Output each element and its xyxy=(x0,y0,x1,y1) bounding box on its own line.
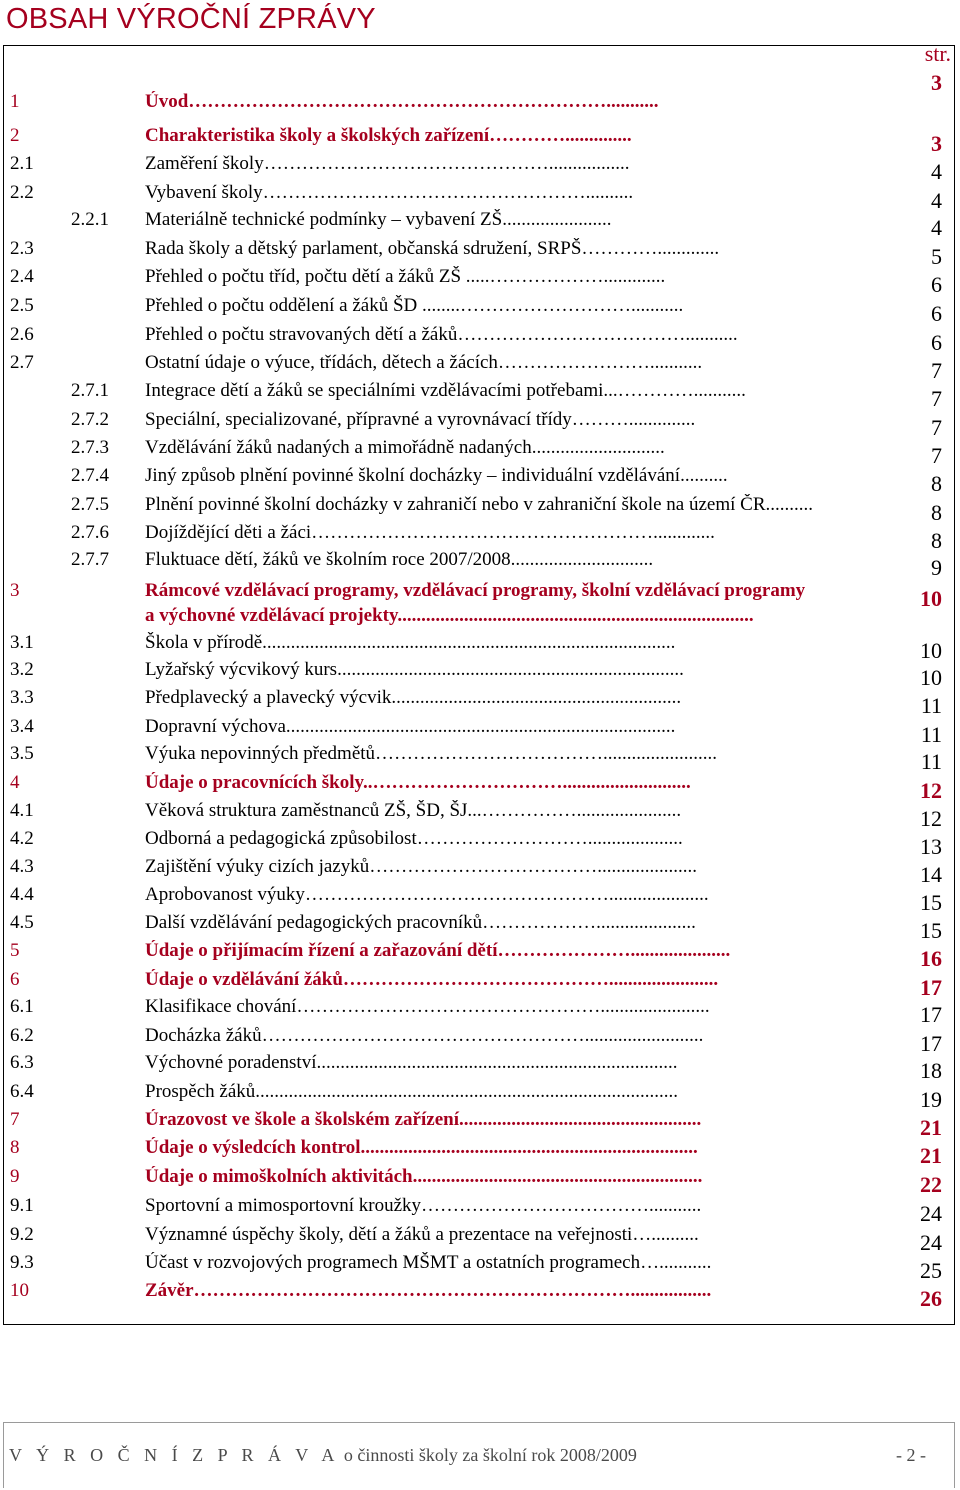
toc-number: 4.1 xyxy=(10,800,34,821)
toc-row[interactable] xyxy=(4,743,956,774)
toc-entry-text: Prospěch žáků......................................................................................... xyxy=(145,1081,679,1102)
toc-page-number: 18 xyxy=(920,1058,942,1083)
toc-number: 6.1 xyxy=(10,996,34,1017)
toc-entry-text: Údaje o výsledcích kontrol....................................................................... xyxy=(145,1137,698,1158)
toc-entry-text: Dopravní výchova.................................................................................. xyxy=(145,716,676,737)
toc-entry-text: Výuka nepovinných předmětů………………………………........................ xyxy=(145,743,718,764)
toc-row[interactable] xyxy=(4,884,956,915)
toc-entry-text: Přehled o počtu stravovaných dětí a žáků………………………………........... xyxy=(145,324,738,345)
toc-row[interactable] xyxy=(4,522,956,553)
toc-page-number: 11 xyxy=(920,722,942,747)
toc-page-number: 24 xyxy=(920,1230,942,1255)
toc-row[interactable] xyxy=(4,1195,956,1226)
toc-number: 2.5 xyxy=(10,295,34,316)
toc-page-number: 3 xyxy=(931,70,942,95)
toc-entry-text: Fluktuace dětí, žáků ve školním roce 2007/2008.............................. xyxy=(145,549,654,570)
toc-row[interactable] xyxy=(4,1280,956,1311)
toc-page-number: 17 xyxy=(920,1002,942,1027)
toc-number: 3.3 xyxy=(10,687,34,708)
toc-number: 6.4 xyxy=(10,1081,34,1102)
toc-entry-text: Charakteristika školy a školských zařízení………….............. xyxy=(145,125,632,146)
toc-entry-text: Rada školy a dětský parlament, občanská sdružení, SRPŠ…………............. xyxy=(145,238,720,259)
toc-entry-text: Jiný způsob plnění povinné školní docházky – individuální vzdělávání.......... xyxy=(145,465,728,486)
toc-row[interactable] xyxy=(4,1052,956,1083)
toc-number: 1 xyxy=(10,91,20,112)
toc-number: 2 xyxy=(10,125,20,146)
toc-row[interactable] xyxy=(4,1166,956,1197)
toc-page-number: 6 xyxy=(931,301,942,326)
toc-row[interactable] xyxy=(4,716,956,747)
toc-number: 3.4 xyxy=(10,716,34,737)
toc-number: 2.2.1 xyxy=(71,209,109,230)
toc-row[interactable] xyxy=(4,324,956,355)
toc-page-number: 19 xyxy=(920,1087,942,1112)
toc-number: 9 xyxy=(10,1166,20,1187)
toc-page-number: 7 xyxy=(931,415,942,440)
toc-entry-text: Odborná a pedagogická způsobilost……………………….................... xyxy=(145,828,683,849)
toc-entry-text: Integrace dětí a žáků se speciálními vzdělávacími potřebami...…………........... xyxy=(145,380,746,401)
toc-entry-text: Rámcové vzdělávací programy, vzdělávací programy, školní vzdělávací programy xyxy=(145,580,806,601)
footer-subtitle: o činnosti školy za školní rok 2008/2009 xyxy=(339,1445,637,1465)
footer-text xyxy=(9,1445,637,1466)
toc-row[interactable] xyxy=(4,409,956,440)
toc-entry-text: Závěr……………………………………………………………................. xyxy=(145,1280,712,1301)
toc-row[interactable] xyxy=(4,437,956,468)
toc-number: 9.3 xyxy=(10,1252,34,1273)
footer-page-number: - 2 - xyxy=(896,1445,926,1465)
toc-page-number: 10 xyxy=(920,586,942,611)
toc-number: 2.7.1 xyxy=(71,380,109,401)
toc-page-number: 7 xyxy=(931,443,942,468)
toc-entry-text: Speciální, specializované, přípravné a vyrovnávací třídy……….............. xyxy=(145,409,696,430)
toc-page-number: 15 xyxy=(920,918,942,943)
toc-number: 6 xyxy=(10,969,20,990)
toc-page-number: 25 xyxy=(920,1258,942,1283)
toc-page-number: 26 xyxy=(920,1286,942,1311)
toc-page-number: 17 xyxy=(920,1031,942,1056)
toc-entry-text: Klasifikace chování…………………………………………....................... xyxy=(145,996,710,1017)
toc-row[interactable] xyxy=(4,70,956,119)
toc-row[interactable] xyxy=(4,828,956,859)
toc-row[interactable] xyxy=(4,772,956,803)
toc-number: 6.3 xyxy=(10,1052,34,1073)
toc-entry-text: Úvod…………………………………………………………........... xyxy=(145,91,659,112)
toc-number: 2.7.4 xyxy=(71,465,109,486)
toc-number: 2.7.6 xyxy=(71,522,109,543)
toc-entry-text: Výchovné poradenství............................................................................ xyxy=(145,1052,678,1073)
toc-number: 2.4 xyxy=(10,266,34,287)
toc-page-number: 12 xyxy=(920,806,942,831)
toc-page-number: 16 xyxy=(920,946,942,971)
toc-number: 2.7.3 xyxy=(71,437,109,458)
toc-entry-text: Úrazovost ve škole a školském zařízení................................................... xyxy=(145,1109,702,1130)
toc-page-number: 24 xyxy=(920,1201,942,1226)
toc-number: 3.2 xyxy=(10,659,34,680)
toc-row[interactable] xyxy=(4,465,956,496)
toc-entry-text-continued: a výchovné vzdělávací projekty........................................................................... xyxy=(145,605,754,626)
toc-row[interactable] xyxy=(4,1224,956,1255)
toc-page-number: 9 xyxy=(931,555,942,580)
toc-entry-text: Lyžařský výcvikový kurs......................................................................... xyxy=(145,659,684,680)
toc-row[interactable] xyxy=(4,1137,956,1168)
toc-number: 6.2 xyxy=(10,1025,34,1046)
toc-page-number: 11 xyxy=(920,749,942,774)
toc-number: 2.1 xyxy=(10,153,34,174)
toc-number: 2.3 xyxy=(10,238,34,259)
toc-entry-text: Zajištění výuky cizích jazyků………………………………..................... xyxy=(145,856,697,877)
toc-page-number: 4 xyxy=(931,215,942,240)
toc-row[interactable] xyxy=(4,996,956,1027)
toc-page-number: 12 xyxy=(920,778,942,803)
toc-row[interactable] xyxy=(4,580,956,626)
toc-entry-text: Škola v přírodě....................................................................................... xyxy=(145,632,676,653)
toc-page-number: 8 xyxy=(931,528,942,553)
footer-report-title: V Ý R O Č N Í Z P R Á V A xyxy=(9,1445,340,1465)
toc-row[interactable] xyxy=(4,549,956,580)
toc-entry-text: Aprobovanost výuky…………………………………………..................... xyxy=(145,884,709,905)
toc-page-number: 5 xyxy=(931,244,942,269)
toc-page-number: 7 xyxy=(931,386,942,411)
toc-number: 2.2 xyxy=(10,182,34,203)
toc-row[interactable] xyxy=(4,295,956,326)
toc-entry-text: Docházka žáků……………………………………………......................... xyxy=(145,1025,704,1046)
toc-number: 2.7.5 xyxy=(71,494,109,515)
toc-number: 3.1 xyxy=(10,632,34,653)
page-footer xyxy=(3,1422,955,1488)
toc-row[interactable] xyxy=(4,352,956,383)
toc-number: 9.2 xyxy=(10,1224,34,1245)
toc-row[interactable] xyxy=(4,182,956,213)
toc-row[interactable] xyxy=(4,238,956,269)
toc-row[interactable] xyxy=(4,153,956,184)
toc-entry-text: Předplavecký a plavecký výcvik............................................................. xyxy=(145,687,682,708)
toc-number: 2.6 xyxy=(10,324,34,345)
toc-row[interactable] xyxy=(4,912,956,943)
toc-entry-text: Přehled o počtu tříd, počtu dětí a žáků ZŠ .....………………............. xyxy=(145,266,666,287)
toc-page-number: 4 xyxy=(931,159,942,184)
toc-entry-text: Údaje o vzdělávání žáků……………………………………....................... xyxy=(145,969,719,990)
toc-number: 2.7 xyxy=(10,352,34,373)
toc-page-number: 14 xyxy=(920,862,942,887)
toc-number: 3 xyxy=(10,580,20,601)
toc-entry-text: Vybavení školy…………………………………………….......... xyxy=(145,182,634,203)
toc-page-number: 4 xyxy=(931,188,942,213)
toc-entry-text: Údaje o pracovnících školy..…………………………........................... xyxy=(145,772,691,793)
toc-entry-text: Účast v rozvojových programech MŠMT a ostatních programech…........... xyxy=(145,1252,712,1273)
toc-row[interactable] xyxy=(4,380,956,411)
toc-page-number: 17 xyxy=(920,975,942,1000)
toc-number: 4 xyxy=(10,772,20,793)
toc-row[interactable] xyxy=(4,856,956,887)
toc-entry-text: Ostatní údaje o výuce, třídách, dětech a žácích……………………........... xyxy=(145,352,703,373)
toc-row[interactable] xyxy=(4,659,956,690)
toc-row[interactable] xyxy=(4,125,956,156)
toc-row[interactable] xyxy=(4,1025,956,1056)
toc-entry-text: Údaje o přijímacím řízení a zařazování dětí…………………..................... xyxy=(145,940,731,961)
toc-page-number: 8 xyxy=(931,500,942,525)
toc-entry-text: Přehled o počtu oddělení a žáků ŠD ........………………………........... xyxy=(145,295,684,316)
toc-number: 9.1 xyxy=(10,1195,34,1216)
toc-row[interactable] xyxy=(4,632,956,663)
toc-number: 5 xyxy=(10,940,20,961)
toc-entry-text: Materiálně technické podmínky – vybavení ZŠ....................... xyxy=(145,209,612,230)
toc-entry-text: Údaje o mimoškolních aktivitách............................................................. xyxy=(145,1166,703,1187)
toc-entry-text: Sportovní a mimosportovní kroužky………………………………........... xyxy=(145,1195,702,1216)
toc-page-number: 6 xyxy=(931,272,942,297)
toc-page-number: 21 xyxy=(920,1115,942,1140)
toc-page-number: 6 xyxy=(931,330,942,355)
toc-row[interactable] xyxy=(4,969,956,1000)
toc-entry-text: Další vzdělávání pedagogických pracovníků………………..................... xyxy=(145,912,696,933)
toc-entry-text: Významné úspěchy školy, dětí a žáků a prezentace na veřejnosti….......... xyxy=(145,1224,699,1245)
toc-entry-text: Vzdělávání žáků nadaných a mimořádně nadaných............................ xyxy=(145,437,665,458)
toc-page-number: 10 xyxy=(920,638,942,663)
toc-row[interactable] xyxy=(4,266,956,297)
toc-page-number: 7 xyxy=(931,358,942,383)
toc-row[interactable] xyxy=(4,1252,956,1283)
toc-row[interactable] xyxy=(4,1109,956,1140)
toc-row[interactable] xyxy=(4,687,956,718)
toc-number: 7 xyxy=(10,1109,20,1130)
toc-row[interactable] xyxy=(4,800,956,831)
toc-row[interactable] xyxy=(4,940,956,971)
toc-entry-text: Zaměření školy………………………………………................. xyxy=(145,153,630,174)
toc-page-number: 3 xyxy=(931,131,942,156)
page-column-label: str. xyxy=(924,41,951,66)
toc-number: 8 xyxy=(10,1137,20,1158)
toc-number: 3.5 xyxy=(10,743,34,764)
toc-page-number: 11 xyxy=(920,693,942,718)
toc-row[interactable] xyxy=(4,494,956,525)
toc-number: 4.3 xyxy=(10,856,34,877)
toc-number: 4.5 xyxy=(10,912,34,933)
toc-number: 4.4 xyxy=(10,884,34,905)
toc-row[interactable] xyxy=(4,209,956,240)
toc-row[interactable] xyxy=(4,1081,956,1112)
toc-number: 2.7.7 xyxy=(71,549,109,570)
toc-entry-text: Dojíždějící děti a žáci………………………………………………............. xyxy=(145,522,715,543)
page-title: OBSAH VÝROČNÍ ZPRÁVY xyxy=(6,3,376,35)
toc-page-number: 13 xyxy=(920,834,942,859)
toc-page-number: 8 xyxy=(931,471,942,496)
toc-entry-text: Plnění povinné školní docházky v zahraničí nebo v zahraniční škole na území ČR.......... xyxy=(145,494,813,515)
toc-page-number: 10 xyxy=(920,665,942,690)
toc-number: 2.7.2 xyxy=(71,409,109,430)
toc-table xyxy=(3,45,955,1325)
toc-entry-text: Věková struktura zaměstnanců ZŠ, ŠD, ŠJ...……………...................... xyxy=(145,800,682,821)
toc-page-number: 15 xyxy=(920,890,942,915)
toc-page-number: 21 xyxy=(920,1143,942,1168)
toc-page-number: 22 xyxy=(920,1172,942,1197)
toc-number: 4.2 xyxy=(10,828,34,849)
toc-number: 10 xyxy=(10,1280,29,1301)
